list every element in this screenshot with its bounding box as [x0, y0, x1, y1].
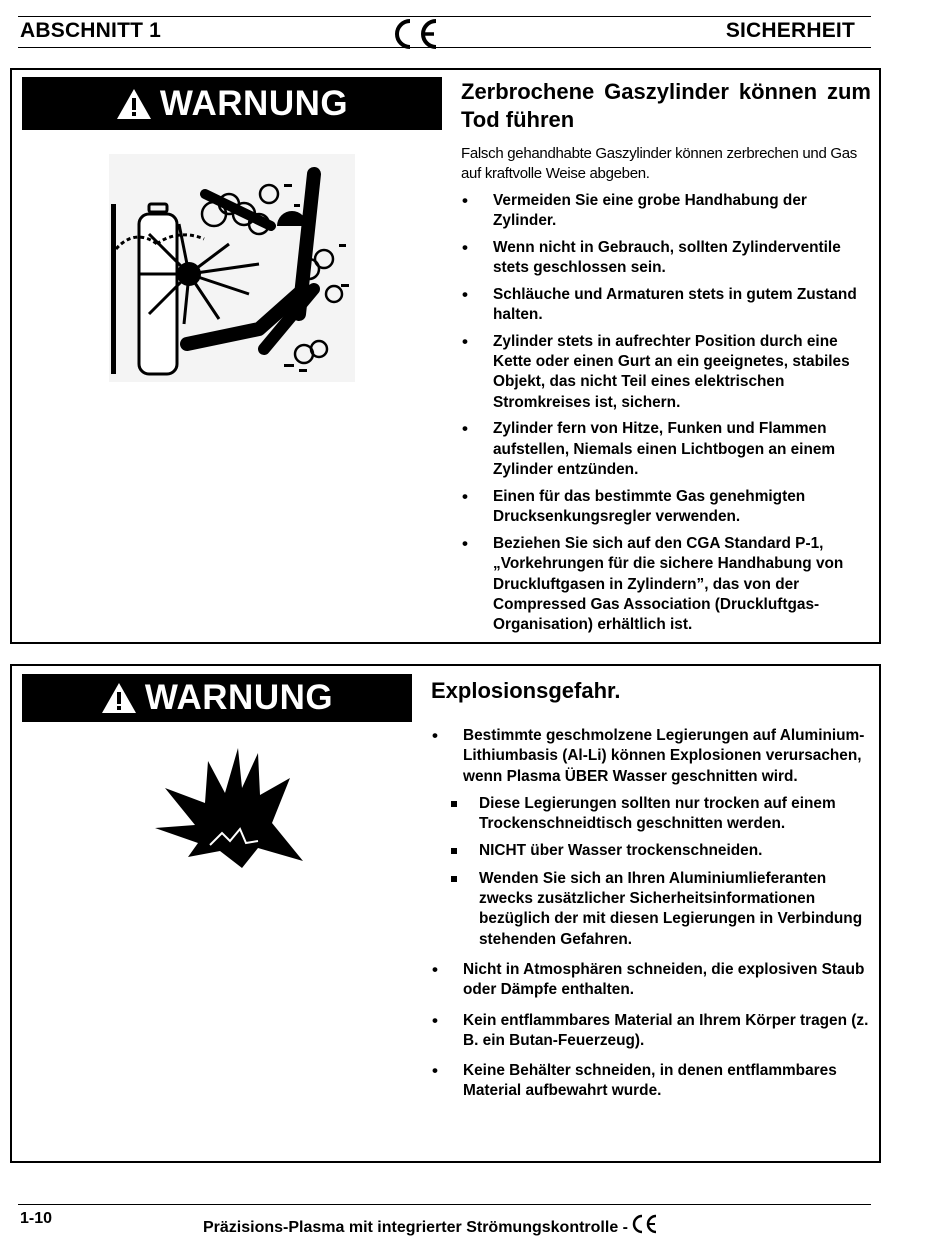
list-item	[431, 726, 871, 950]
list-item: • Nicht in Atmosphären schneiden, die explosiven Staub oder Dämpfe enthalten.	[431, 960, 871, 1001]
sub-list-item: NICHT über Wasser trockenschneiden.	[431, 841, 871, 861]
safety-list	[431, 726, 871, 1102]
warning-content-explosion	[431, 677, 871, 1102]
warning-banner	[22, 674, 412, 722]
list-item: • Wenn nicht in Gebrauch, sollten Zylinderventile stets geschlossen sein.	[461, 238, 871, 279]
list-item: • Kein entflammbares Material an Ihrem Körper tragen (z. B. ein Butan-Feuerzeug).	[431, 1011, 871, 1052]
list-item-text: Bestimmte geschmolzene Legierungen auf Aluminium-Lithiumbasis (Al-Li) können Explosionen verursachen, wenn Plasma ÜBER Wasser geschnitten wird.	[463, 727, 865, 785]
footer-title	[203, 1214, 658, 1237]
footer-title-text: Präzisions-Plasma mit integrierter Strömungskontrolle -	[203, 1219, 628, 1236]
sub-list-item: Wenden Sie sich an Ihren Aluminiumlieferanten zwecks zusätzlicher Sicherheitsinformationen bezüglich der mit diesen Legierungen in Verbindung stehenden Gefahren.	[431, 869, 871, 950]
section-title: SICHERHEIT	[725, 19, 855, 42]
header-rule-bottom	[18, 47, 871, 48]
list-item: • Schläuche und Armaturen stets in gutem Zustand halten.	[461, 285, 871, 326]
warning-triangle-icon	[101, 682, 137, 714]
list-item: • Vermeiden Sie eine grobe Handhabung der Zylinder.	[461, 191, 871, 232]
footer-rule	[18, 1204, 871, 1205]
warning-heading: Zerbrochene Gaszylinder können zum Tod führen	[461, 79, 871, 132]
page-number: 1-10	[20, 1210, 53, 1227]
warning-intro: Falsch gehandhabte Gaszylinder können zerbrechen und Gas auf kraftvolle Weise abgeben.	[461, 145, 857, 182]
header-rule-top	[18, 16, 871, 17]
ce-mark-icon	[632, 1214, 658, 1234]
warning-content-gas-cylinders	[461, 78, 871, 635]
ce-mark-icon	[392, 17, 440, 56]
exploding-cylinder-icon	[109, 154, 355, 387]
explosion-icon	[150, 733, 306, 884]
warning-banner	[22, 77, 442, 130]
safety-list	[461, 191, 871, 636]
warning-banner-label: WARNUNG	[159, 83, 349, 123]
list-item: • Beziehen Sie sich auf den CGA Standard P-1, „Vorkehrungen für die sichere Handhabung von Druckluftgasen in Zylindern”, das von der Compressed Gas Association (Druckluftgas-Organisation) erhältlich ist.	[461, 534, 871, 635]
list-item: • Einen für das bestimmte Gas genehmigten Drucksenkungsregler verwenden.	[461, 487, 871, 528]
sub-list	[431, 794, 871, 950]
list-item: • Zylinder fern von Hitze, Funken und Flammen aufstellen, Niemals einen Lichtbogen an einem Zylinder entzünden.	[461, 419, 871, 480]
section-label: ABSCHNITT 1	[20, 19, 162, 42]
warning-triangle-icon	[116, 88, 152, 120]
warning-heading: Explosionsgefahr.	[431, 678, 621, 703]
warning-banner-label: WARNUNG	[144, 678, 334, 717]
list-item: • Zylinder stets in aufrechter Position durch eine Kette oder einen Gurt an ein geeignetes, stabiles Objekt, das nicht Teil eines elektrischen Stromkreises ist, sichern.	[461, 332, 871, 413]
list-item: • Keine Behälter schneiden, in denen entflammbares Material aufbewahrt wurde.	[431, 1061, 871, 1102]
sub-list-item: Diese Legierungen sollten nur trocken auf einem Trockenschneidtisch geschnitten werden.	[431, 794, 871, 835]
